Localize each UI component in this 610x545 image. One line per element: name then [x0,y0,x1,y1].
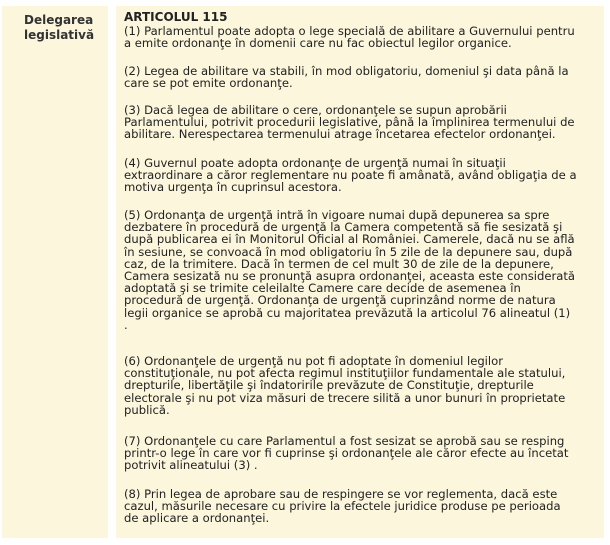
text-line: de aplicare a ordonanţei. [124,511,270,526]
text-line: (7) Ordonanţele cu care Parlamentul a fost sesizat se aprobă sau se resping [124,434,565,448]
text-line: adoptată şi se trimite celeilalte Camere care decide de asemenea în [124,281,521,296]
paragraph-4 [124,157,602,194]
text-line: cazul, măsurile necesare cu privire la efectele juridice produse pe perioada [124,499,561,514]
text-line: (6) Ordonanţele de urgenţă nu pot fi adoptate în domeniul legilor [124,354,503,368]
text-line: legii organice se aprobă cu majoritatea prevăzută la articolul 76 alineatul (1) [124,305,571,320]
paragraph-8 [124,488,602,525]
text-line: potrivit alineatului (3) . [124,458,258,473]
text-line: dezbatere în procedură de urgenţă la Camera competentă să fie sesizată şi [124,220,563,235]
paragraph-7 [124,435,602,472]
text-line: constituţionale, nu pot afecta regimul instituţiilor fundamentale ale statului, [124,366,566,381]
text-line: (8) Prin legea de aprobare sau de respingere se vor reglementa, dacă este [124,487,558,501]
paragraph-5 [124,209,602,331]
paragraph-1 [124,25,602,49]
text-line: extraordinare a căror reglementare nu poate fi amânată, având obligaţia de a [124,168,577,183]
text-line: (1) Parlamentul poate adopta o lege specială de abilitare a Guvernului pentru [124,24,575,38]
text-line: electorale şi nu pot viza măsuri de trecere silită a unor bunuri în proprietate [124,390,566,405]
text-line: motiva urgenţa în cuprinsul acestora. [124,180,342,195]
text-line: care se pot emite ordonanţe. [124,76,293,91]
paragraph-3 [124,104,602,141]
section-title [24,13,94,43]
text-line: Parlamentului, potrivit procedurii legislative, până la împlinirea termenului de [124,115,575,130]
text-line: Camera sesizată nu se pronunţă asupra ordonanţei, aceasta este considerată [124,269,576,284]
text-line: (2) Legea de abilitare va stabili, în mod obligatoriu, domeniul şi data până la [124,64,569,78]
section-title-line: legislativă [24,28,95,42]
text-line: în sesiune, se convoacă în mod obligatoriu în 5 zile de la depunere sau, după [124,244,573,259]
article-content [116,6,604,538]
text-line: abilitare. Nerespectarea termenului atrage încetarea efectelor ordonanţei. [124,127,556,142]
text-line: a emite ordonanţe în domenii care nu fac obiectul legilor organice. [124,36,512,51]
paragraph-2 [124,65,602,89]
text-line: drepturile, libertăţile şi îndatoririle prevăzute de Constituţie, drepturile [124,378,534,393]
text-line: (3) Dacă legea de abilitare o cere, ordonanţele se supun aprobării [124,103,507,117]
text-line: procedură de urgenţă. Ordonanţa de urgenţă cuprinzând norme de natura [124,293,556,308]
article-title: ARTICOLUL 115 [124,10,228,24]
text-line: caz, de la trimitere. Dacă în termen de cel mult 30 de zile de la depunere, [124,256,554,271]
text-line: după publicarea ei în Monitorul Oficial al României. Camerele, dacă nu se află [124,232,575,247]
text-line: publică. [124,402,170,417]
section-sidebar [2,6,108,538]
text-line: . [124,317,128,332]
paragraph-6 [124,355,602,416]
section-title-line: Delegarea [24,13,94,27]
text-line: (5) Ordonanţa de urgenţă intră în vigoare numai după depunerea sa spre [124,208,550,222]
text-line: printr-o lege în care vor fi cuprinse şi ordonanţele ale căror efecte au încetat [124,446,569,461]
text-line: (4) Guvernul poate adopta ordonanţe de urgenţă numai în situaţii [124,156,506,170]
